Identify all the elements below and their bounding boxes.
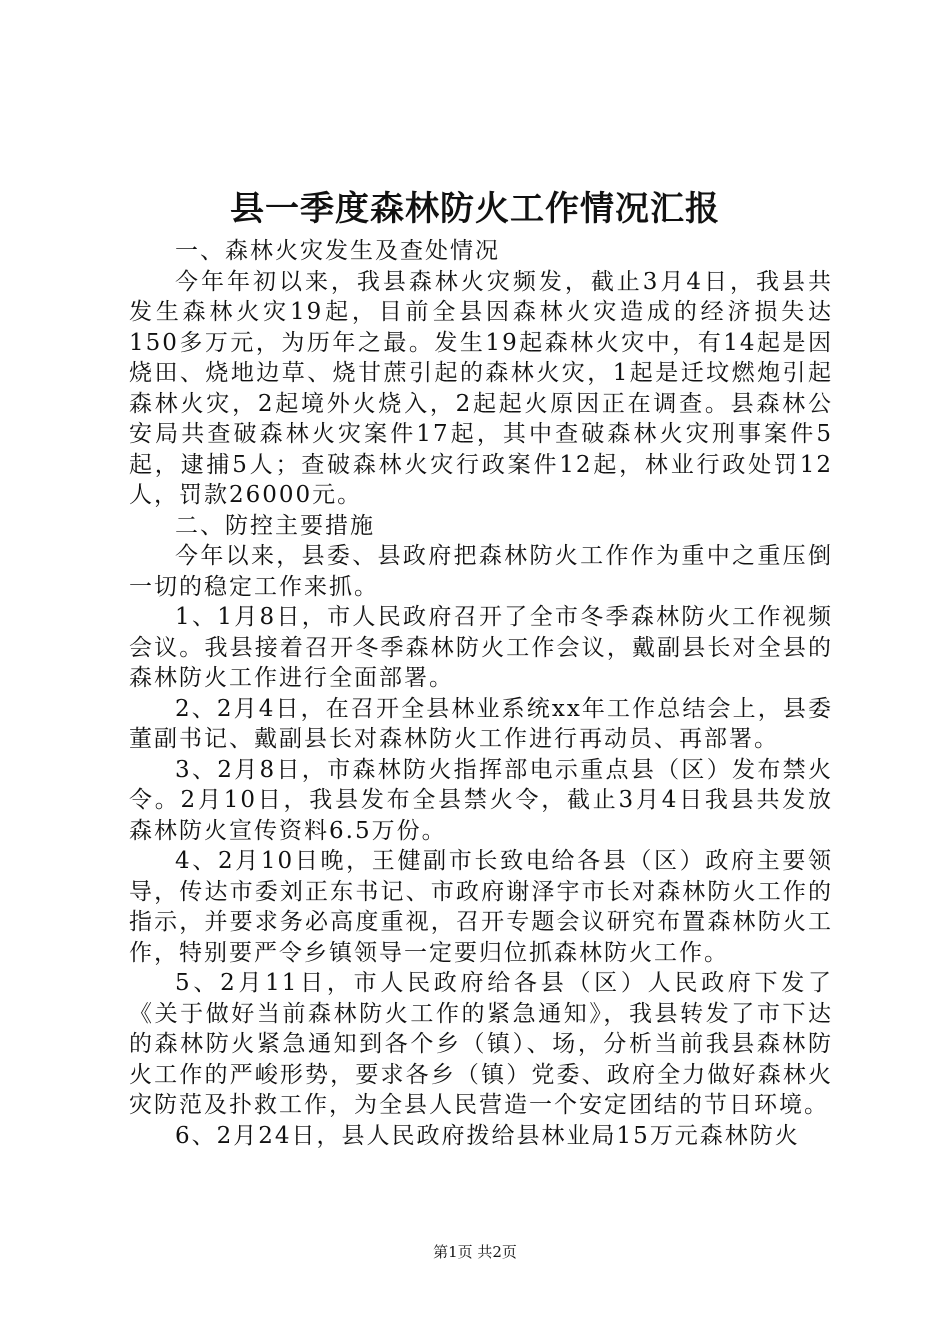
paragraph-measure-1: 1、1月8日，市人民政府召开了全市冬季森林防火工作视频会议。我县接着召开冬季森林防火工作会议，戴副县长对全县的森林防火工作进行全面部署。 [129,604,833,691]
paragraph-measure-5: 5、2月11日，市人民政府给各县（区）人民政府下发了《关于做好当前森林防火工作的紧急通知》，我县转发了市下达的森林防火紧急通知到各个乡（镇）、场，分析当前我县森林防火工作的严峻形势，要求各乡（镇）党委、政府全力做好森林火灾防范及扑救工作，为全县人民营造一个安定团结的节日环境。 [129,970,833,1118]
paragraph-fire-statistics: 今年年初以来，我县森林火灾频发，截止3月4日，我县共发生森林火灾19起，目前全县因森林火灾造成的经济损失达150多万元，为历年之最。发生19起森林火灾中，有14起是因烧田、烧地边草、烧甘蔗引起的森林火灾，1起是迁坟燃炮引起森林火灾，2起境外火烧入，2起起火原因正在调查。县森林公安局共查破森林火灾案件17起，其中查破森林火灾刑事案件5起，逮捕5人；查破森林火灾行政案件12起，林业行政处罚12人，罚款26000元。 [129,268,833,508]
paragraph-measure-3: 3、2月8日，市森林防火指挥部电示重点县（区）发布禁火令。2月10日，我县发布全县禁火令，截止3月4日我县共发放森林防火宣传资料6.5万份。 [129,756,833,844]
section-heading-2: 二、防控主要措施 [175,512,375,539]
paragraph-measures-intro: 今年以来，县委、县政府把森林防火工作作为重中之重压倒一切的稳定工作来抓。 [129,543,833,600]
paragraph-measure-4: 4、2月10日晚，王健副市长致电给各县（区）政府主要领导，传达市委刘正东书记、市政府谢泽宇市长对森林防火工作的指示，并要求务必高度重视，召开专题会议研究布置森林防火工作，特别要严令乡镇领导一定要归位抓森林防火工作。 [129,848,833,966]
document-title: 县一季度森林防火工作情况汇报 [230,189,720,229]
page-number-footer: 第1页 共2页 [433,1243,517,1261]
paragraph-measure-2: 2、2月4日，在召开全县林业系统xx年工作总结会上，县委董副书记、戴副县长对森林防火工作进行再动员、再部署。 [129,695,833,752]
paragraph-measure-6: 6、2月24日，县人民政府拨给县林业局15万元森林防火 [175,1122,800,1149]
document-body [129,236,833,1151]
section-heading-1: 一、森林火灾发生及查处情况 [175,238,500,264]
